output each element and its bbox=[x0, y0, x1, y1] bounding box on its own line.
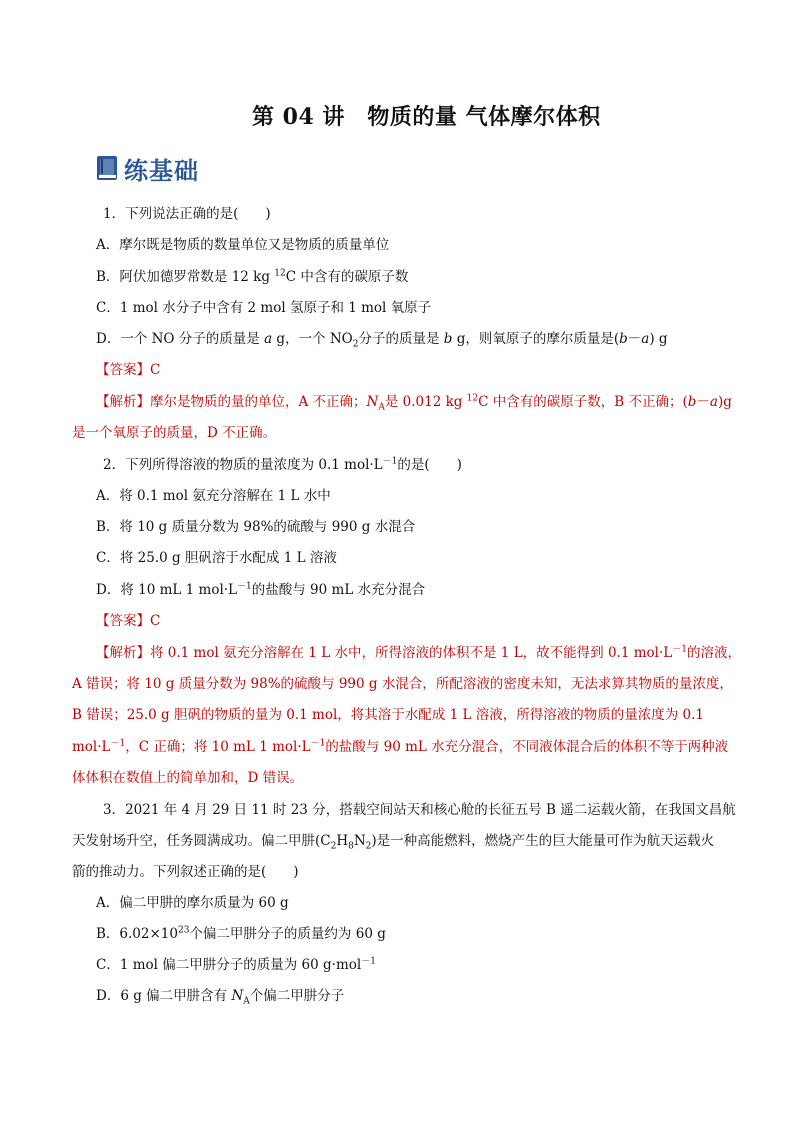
section-header bbox=[96, 150, 199, 186]
q1-option-a: A．摩尔既是物质的数量单位又是物质的质量单位 bbox=[96, 237, 390, 253]
q2-option-c: C．将 25.0 g 胆矾溶于水配成 1 L 溶液 bbox=[96, 550, 337, 566]
q2-explanation-line-2: A 错误；将 10 g 质量分数为 98%的硫酸与 990 g 水混合，所配溶液的密度未知，无法求算其物质的量浓度， bbox=[72, 676, 733, 692]
q3-option-b: B．$6.02\times 10^{23}$个偏二甲肼分子的质量约为 60 g bbox=[96, 925, 386, 942]
page-title: 第 04 讲 物质的量 气体摩尔体积 bbox=[252, 104, 601, 130]
q1-explanation-line-1: 【解析】摩尔是物质的量的单位，A 不正确；$N_A$是 0.012 kg $^{12}$C 中含有的碳原子数，B 不正确；(b－a)g bbox=[96, 393, 732, 413]
q3-stem-line-2: 天发射场升空，任务圆满成功。偏二甲肼$(C_2H_8N_2)$是一种高能燃料，燃烧产生的巨大能量可作为航天运载火 bbox=[72, 833, 715, 852]
q1-option-c: C．1 mol 水分子中含有 2 mol 氢原子和 1 mol 氧原子 bbox=[96, 300, 432, 316]
q1-stem: 1．下列说法正确的是( ) bbox=[103, 206, 271, 222]
q2-explanation-line-5: 体体积在数值上的简单加和，D 错误。 bbox=[72, 770, 304, 786]
q2-explanation-line-3: B 错误；25.0 g 胆矾的物质的量为 0.1 mol，将其溶于水配成 1 L 溶液，所得溶液的物质的量浓度为 0.1 bbox=[72, 707, 704, 723]
section-title: 练基础 bbox=[124, 156, 199, 185]
q3-stem-line-1: 3．2021 年 4 月 29 日 11 时 23 分，搭载空间站天和核心舱的长征五号 B 遥二运载火箭，在我国文昌航 bbox=[103, 802, 736, 818]
book-icon bbox=[96, 155, 118, 181]
q2-explanation-line-1: 【解析】将 0.1 mol 氨充分溶解在 1 L 水中，所得溶液的体积不是 1 L，故不能得到 0.1 $mol\cdot L^{-1}$的溶液， bbox=[96, 644, 741, 661]
q1-explanation-line-2: 是一个氧原子的质量，D 不正确。 bbox=[72, 425, 277, 441]
q2-answer: 【答案】C bbox=[96, 613, 161, 629]
q3-option-d: D．6 g 偏二甲肼含有 $N_A$个偏二甲肼分子 bbox=[96, 988, 345, 1007]
q1-option-d: D．一个 NO 分子的质量是 a g，一个 $NO_2$分子的质量是 b g，则氧原子的摩尔质量是(b－a) g bbox=[96, 331, 668, 350]
q3-option-c: C．1 mol 偏二甲肼分子的质量为 60 g·mol$^{-1}$ bbox=[96, 956, 376, 973]
q2-option-a: A．将 0.1 mol 氨充分溶解在 1 L 水中 bbox=[96, 488, 331, 504]
q1-option-b: B．阿伏加德罗常数是 12 kg $^{12}$C 中含有的碳原子数 bbox=[96, 268, 409, 285]
q1-answer: 【答案】C bbox=[96, 362, 161, 378]
q2-option-b: B．将 10 g 质量分数为 98%的硫酸与 990 g 水混合 bbox=[96, 519, 416, 535]
q2-option-d: D．将 10 mL 1 $mol\cdot L^{-1}$的盐酸与 90 mL 水充分混合 bbox=[96, 581, 426, 598]
q3-option-a: A．偏二甲肼的摩尔质量为 60 g bbox=[96, 895, 289, 911]
q2-stem: 2．下列所得溶液的物质的量浓度为 0.1 $mol\cdot L^{-1}$的是( ) bbox=[103, 456, 462, 473]
q2-explanation-line-4: $mol\cdot L^{-1}$，C 正确；将 10 mL 1 $mol\cdot L^{-1}$的盐酸与 90 mL 水充分混合，不同液体混合后的体积不等于两种液 bbox=[72, 738, 729, 755]
q3-stem-line-3: 箭的推动力。下列叙述正确的是( ) bbox=[72, 864, 299, 880]
